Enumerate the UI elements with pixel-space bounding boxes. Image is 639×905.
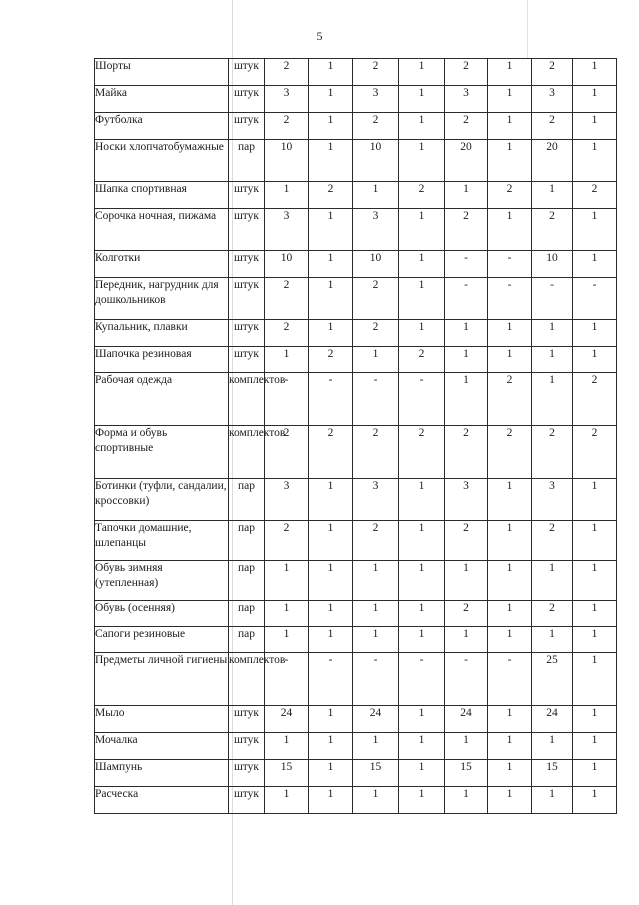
value-cell: 2 bbox=[353, 113, 399, 140]
value-cell: 1 bbox=[265, 561, 309, 601]
value-cell: 3 bbox=[353, 479, 399, 521]
value-cell: 2 bbox=[573, 373, 617, 426]
value-cell: 2 bbox=[353, 59, 399, 86]
value-cell: 1 bbox=[573, 86, 617, 113]
unit-cell: комплектов bbox=[229, 373, 265, 426]
value-cell: 1 bbox=[488, 521, 532, 561]
value-cell: 1 bbox=[532, 561, 573, 601]
item-name-cell: Носки хлопчатобумажные bbox=[95, 140, 229, 182]
item-name-cell: Футболка bbox=[95, 113, 229, 140]
value-cell: 1 bbox=[488, 140, 532, 182]
table-row bbox=[95, 320, 617, 347]
unit-cell: пар bbox=[229, 561, 265, 601]
value-cell: 1 bbox=[265, 182, 309, 209]
value-cell: 1 bbox=[445, 320, 488, 347]
value-cell: - bbox=[488, 653, 532, 706]
value-cell: 2 bbox=[353, 426, 399, 479]
value-cell: 1 bbox=[573, 479, 617, 521]
value-cell: 1 bbox=[488, 760, 532, 787]
value-cell: - bbox=[573, 278, 617, 320]
value-cell: 1 bbox=[399, 521, 445, 561]
value-cell: 1 bbox=[488, 347, 532, 373]
value-cell: 3 bbox=[445, 479, 488, 521]
value-cell: 3 bbox=[532, 479, 573, 521]
value-cell: 3 bbox=[353, 86, 399, 113]
value-cell: 1 bbox=[573, 209, 617, 251]
unit-cell: штук bbox=[229, 733, 265, 760]
table-row bbox=[95, 347, 617, 373]
items-table-body bbox=[95, 59, 617, 814]
value-cell: 2 bbox=[532, 521, 573, 561]
value-cell: 1 bbox=[399, 760, 445, 787]
table-row bbox=[95, 209, 617, 251]
value-cell: 1 bbox=[445, 733, 488, 760]
value-cell: 2 bbox=[573, 182, 617, 209]
value-cell: 1 bbox=[309, 59, 353, 86]
value-cell: 1 bbox=[399, 561, 445, 601]
value-cell: 1 bbox=[532, 373, 573, 426]
value-cell: - bbox=[445, 278, 488, 320]
unit-cell: штук bbox=[229, 706, 265, 733]
item-name-cell: Сапоги резиновые bbox=[95, 627, 229, 653]
unit-cell: пар bbox=[229, 521, 265, 561]
value-cell: 1 bbox=[573, 561, 617, 601]
value-cell: 24 bbox=[265, 706, 309, 733]
value-cell: 1 bbox=[265, 787, 309, 814]
item-name-cell: Предметы личной гигиены bbox=[95, 653, 229, 706]
item-name-cell: Обувь зимняя (утепленная) bbox=[95, 561, 229, 601]
value-cell: 1 bbox=[399, 627, 445, 653]
value-cell: 1 bbox=[265, 601, 309, 627]
value-cell: 1 bbox=[532, 627, 573, 653]
value-cell: 24 bbox=[445, 706, 488, 733]
value-cell: 3 bbox=[265, 86, 309, 113]
value-cell: 2 bbox=[532, 113, 573, 140]
value-cell: 1 bbox=[309, 320, 353, 347]
value-cell: 2 bbox=[532, 209, 573, 251]
value-cell: 1 bbox=[488, 733, 532, 760]
value-cell: 1 bbox=[445, 561, 488, 601]
table-row bbox=[95, 86, 617, 113]
value-cell: 1 bbox=[488, 479, 532, 521]
value-cell: 2 bbox=[353, 278, 399, 320]
value-cell: - bbox=[353, 373, 399, 426]
value-cell: 1 bbox=[353, 733, 399, 760]
value-cell: 24 bbox=[532, 706, 573, 733]
value-cell: 1 bbox=[309, 521, 353, 561]
value-cell: 25 bbox=[532, 653, 573, 706]
value-cell: 2 bbox=[265, 278, 309, 320]
item-name-cell: Шапочка резиновая bbox=[95, 347, 229, 373]
unit-cell: штук bbox=[229, 113, 265, 140]
value-cell: 1 bbox=[532, 320, 573, 347]
value-cell: 1 bbox=[265, 627, 309, 653]
value-cell: 1 bbox=[353, 627, 399, 653]
value-cell: 2 bbox=[532, 426, 573, 479]
value-cell: 1 bbox=[309, 113, 353, 140]
value-cell: 1 bbox=[399, 113, 445, 140]
value-cell: 1 bbox=[353, 787, 399, 814]
unit-cell: штук bbox=[229, 251, 265, 278]
value-cell: 1 bbox=[309, 278, 353, 320]
value-cell: 1 bbox=[573, 760, 617, 787]
value-cell: 2 bbox=[309, 347, 353, 373]
value-cell: 1 bbox=[488, 209, 532, 251]
unit-cell: штук bbox=[229, 278, 265, 320]
value-cell: 2 bbox=[399, 182, 445, 209]
value-cell: 10 bbox=[265, 140, 309, 182]
value-cell: 1 bbox=[573, 627, 617, 653]
value-cell: 2 bbox=[445, 113, 488, 140]
value-cell: 2 bbox=[265, 426, 309, 479]
value-cell: - bbox=[265, 373, 309, 426]
value-cell: 1 bbox=[573, 521, 617, 561]
item-name-cell: Форма и обувь спортивные bbox=[95, 426, 229, 479]
value-cell: 1 bbox=[309, 760, 353, 787]
value-cell: 1 bbox=[488, 601, 532, 627]
value-cell: - bbox=[399, 373, 445, 426]
value-cell: 1 bbox=[399, 787, 445, 814]
value-cell: 1 bbox=[399, 278, 445, 320]
table-row bbox=[95, 760, 617, 787]
value-cell: 2 bbox=[532, 59, 573, 86]
unit-cell: штук bbox=[229, 787, 265, 814]
unit-cell: штук bbox=[229, 320, 265, 347]
value-cell: 1 bbox=[353, 601, 399, 627]
unit-cell: пар bbox=[229, 627, 265, 653]
value-cell: 1 bbox=[573, 653, 617, 706]
value-cell: 2 bbox=[573, 426, 617, 479]
value-cell: 1 bbox=[309, 209, 353, 251]
value-cell: 1 bbox=[445, 182, 488, 209]
value-cell: 1 bbox=[309, 706, 353, 733]
unit-cell: пар bbox=[229, 601, 265, 627]
value-cell: - bbox=[488, 278, 532, 320]
value-cell: 1 bbox=[488, 627, 532, 653]
value-cell: - bbox=[488, 251, 532, 278]
value-cell: 1 bbox=[309, 601, 353, 627]
item-name-cell: Шорты bbox=[95, 59, 229, 86]
table-row bbox=[95, 627, 617, 653]
value-cell: 2 bbox=[488, 182, 532, 209]
value-cell: 3 bbox=[265, 209, 309, 251]
value-cell: - bbox=[399, 653, 445, 706]
value-cell: 1 bbox=[532, 787, 573, 814]
value-cell: 1 bbox=[309, 251, 353, 278]
value-cell: 1 bbox=[445, 347, 488, 373]
value-cell: 1 bbox=[573, 733, 617, 760]
value-cell: 1 bbox=[353, 561, 399, 601]
item-name-cell: Мочалка bbox=[95, 733, 229, 760]
value-cell: 1 bbox=[445, 627, 488, 653]
table-row bbox=[95, 653, 617, 706]
value-cell: 1 bbox=[399, 59, 445, 86]
unit-cell: штук bbox=[229, 760, 265, 787]
value-cell: - bbox=[445, 653, 488, 706]
value-cell: 1 bbox=[399, 251, 445, 278]
table-row bbox=[95, 787, 617, 814]
value-cell: 3 bbox=[265, 479, 309, 521]
unit-cell: штук bbox=[229, 182, 265, 209]
table-row bbox=[95, 59, 617, 86]
item-name-cell: Шампунь bbox=[95, 760, 229, 787]
value-cell: 2 bbox=[265, 320, 309, 347]
value-cell: - bbox=[532, 278, 573, 320]
value-cell: - bbox=[353, 653, 399, 706]
value-cell: 1 bbox=[573, 347, 617, 373]
value-cell: 1 bbox=[353, 182, 399, 209]
item-name-cell: Расческа bbox=[95, 787, 229, 814]
value-cell: 1 bbox=[399, 706, 445, 733]
items-table bbox=[94, 58, 617, 814]
item-name-cell: Мыло bbox=[95, 706, 229, 733]
value-cell: 1 bbox=[573, 140, 617, 182]
value-cell: - bbox=[265, 653, 309, 706]
value-cell: 2 bbox=[265, 59, 309, 86]
item-name-cell: Рабочая одежда bbox=[95, 373, 229, 426]
value-cell: 2 bbox=[399, 426, 445, 479]
value-cell: 1 bbox=[445, 373, 488, 426]
table-row bbox=[95, 113, 617, 140]
value-cell: 1 bbox=[353, 347, 399, 373]
value-cell: 3 bbox=[353, 209, 399, 251]
value-cell: 1 bbox=[399, 733, 445, 760]
value-cell: 1 bbox=[532, 347, 573, 373]
value-cell: 2 bbox=[309, 182, 353, 209]
value-cell: 15 bbox=[265, 760, 309, 787]
value-cell: 1 bbox=[488, 320, 532, 347]
table-row bbox=[95, 251, 617, 278]
unit-cell: штук bbox=[229, 209, 265, 251]
value-cell: 15 bbox=[445, 760, 488, 787]
value-cell: 1 bbox=[488, 561, 532, 601]
value-cell: 2 bbox=[445, 426, 488, 479]
unit-cell: штук bbox=[229, 86, 265, 113]
item-name-cell: Майка bbox=[95, 86, 229, 113]
item-name-cell: Шапка спортивная bbox=[95, 182, 229, 209]
table-row bbox=[95, 373, 617, 426]
value-cell: 1 bbox=[488, 113, 532, 140]
value-cell: 2 bbox=[488, 426, 532, 479]
value-cell: 1 bbox=[309, 627, 353, 653]
value-cell: - bbox=[309, 653, 353, 706]
value-cell: 1 bbox=[399, 140, 445, 182]
item-name-cell: Колготки bbox=[95, 251, 229, 278]
value-cell: 1 bbox=[573, 251, 617, 278]
value-cell: 1 bbox=[488, 787, 532, 814]
value-cell: 2 bbox=[445, 521, 488, 561]
value-cell: 1 bbox=[309, 733, 353, 760]
value-cell: 2 bbox=[488, 373, 532, 426]
table-row bbox=[95, 521, 617, 561]
item-name-cell: Передник, нагрудник для дошкольников bbox=[95, 278, 229, 320]
value-cell: 2 bbox=[353, 320, 399, 347]
table-row bbox=[95, 479, 617, 521]
value-cell: 1 bbox=[573, 706, 617, 733]
value-cell: 2 bbox=[445, 59, 488, 86]
value-cell: 2 bbox=[265, 521, 309, 561]
table-row bbox=[95, 561, 617, 601]
value-cell: 15 bbox=[532, 760, 573, 787]
unit-cell: комплектов bbox=[229, 653, 265, 706]
value-cell: 1 bbox=[488, 59, 532, 86]
value-cell: 1 bbox=[399, 479, 445, 521]
value-cell: 10 bbox=[532, 251, 573, 278]
page-number: 5 bbox=[316, 29, 323, 43]
value-cell: 10 bbox=[353, 140, 399, 182]
value-cell: 2 bbox=[445, 209, 488, 251]
value-cell: - bbox=[445, 251, 488, 278]
item-name-cell: Сорочка ночная, пижама bbox=[95, 209, 229, 251]
value-cell: 10 bbox=[353, 251, 399, 278]
unit-cell: комплектов bbox=[229, 426, 265, 479]
value-cell: 2 bbox=[309, 426, 353, 479]
value-cell: 1 bbox=[573, 320, 617, 347]
value-cell: - bbox=[309, 373, 353, 426]
value-cell: 1 bbox=[309, 86, 353, 113]
item-name-cell: Обувь (осенняя) bbox=[95, 601, 229, 627]
unit-cell: штук bbox=[229, 347, 265, 373]
value-cell: 1 bbox=[399, 601, 445, 627]
table-row bbox=[95, 426, 617, 479]
value-cell: 1 bbox=[309, 140, 353, 182]
item-name-cell: Ботинки (туфли, сандалии, кроссовки) bbox=[95, 479, 229, 521]
value-cell: 3 bbox=[445, 86, 488, 113]
unit-cell: пар bbox=[229, 479, 265, 521]
table-row bbox=[95, 733, 617, 760]
value-cell: 2 bbox=[353, 521, 399, 561]
value-cell: 1 bbox=[573, 113, 617, 140]
table-row bbox=[95, 601, 617, 627]
value-cell: 2 bbox=[532, 601, 573, 627]
value-cell: 1 bbox=[445, 787, 488, 814]
item-name-cell: Тапочки домашние, шлепанцы bbox=[95, 521, 229, 561]
value-cell: 1 bbox=[399, 320, 445, 347]
value-cell: 10 bbox=[265, 251, 309, 278]
table-row bbox=[95, 182, 617, 209]
table-row bbox=[95, 706, 617, 733]
value-cell: 1 bbox=[573, 601, 617, 627]
value-cell: 1 bbox=[309, 787, 353, 814]
value-cell: 1 bbox=[309, 561, 353, 601]
value-cell: 1 bbox=[573, 787, 617, 814]
value-cell: 3 bbox=[532, 86, 573, 113]
value-cell: 1 bbox=[532, 733, 573, 760]
unit-cell: штук bbox=[229, 59, 265, 86]
value-cell: 1 bbox=[399, 209, 445, 251]
value-cell: 1 bbox=[488, 86, 532, 113]
value-cell: 1 bbox=[488, 706, 532, 733]
table-row bbox=[95, 278, 617, 320]
value-cell: 20 bbox=[445, 140, 488, 182]
value-cell: 1 bbox=[265, 733, 309, 760]
unit-cell: пар bbox=[229, 140, 265, 182]
value-cell: 20 bbox=[532, 140, 573, 182]
value-cell: 15 bbox=[353, 760, 399, 787]
item-name-cell: Купальник, плавки bbox=[95, 320, 229, 347]
table-row bbox=[95, 140, 617, 182]
value-cell: 1 bbox=[532, 182, 573, 209]
value-cell: 24 bbox=[353, 706, 399, 733]
value-cell: 2 bbox=[445, 601, 488, 627]
value-cell: 2 bbox=[399, 347, 445, 373]
value-cell: 1 bbox=[399, 86, 445, 113]
value-cell: 2 bbox=[265, 113, 309, 140]
value-cell: 1 bbox=[573, 59, 617, 86]
value-cell: 1 bbox=[265, 347, 309, 373]
value-cell: 1 bbox=[309, 479, 353, 521]
